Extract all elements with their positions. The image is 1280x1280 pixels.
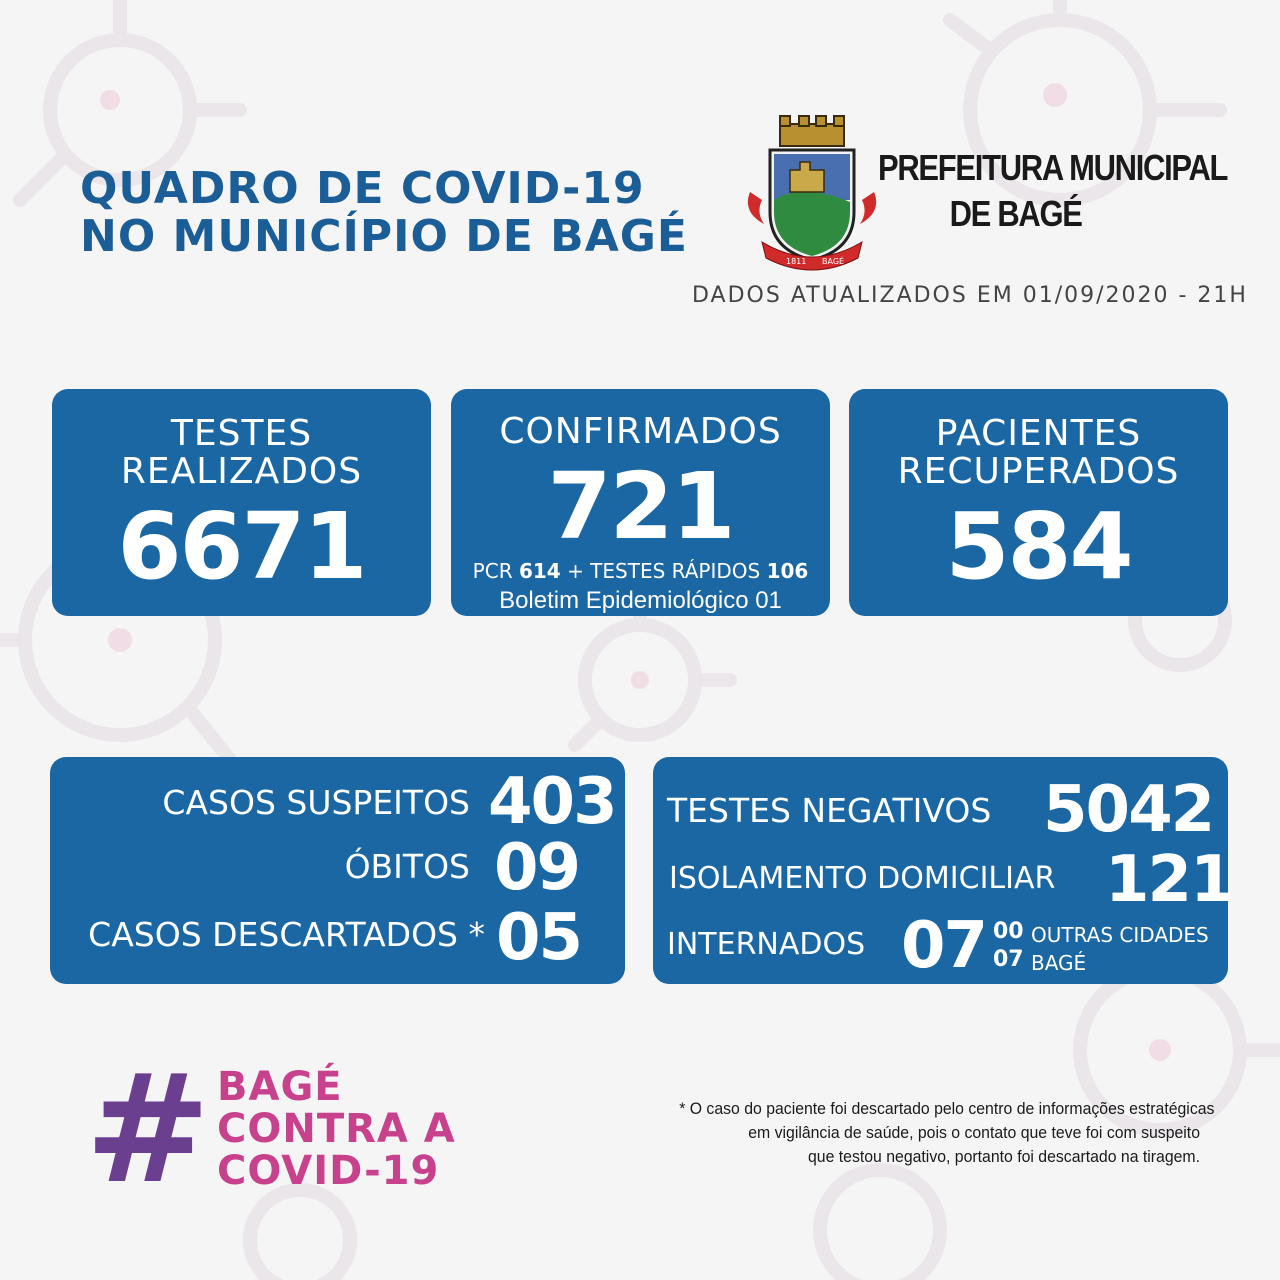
organization-line-1: PREFEITURA MUNICIPAL (878, 147, 1228, 188)
title-line-2: NO MUNICÍPIO DE BAGÉ (80, 211, 688, 262)
discarded-label: CASOS DESCARTADOS * (88, 915, 485, 954)
confirmed-card (451, 389, 830, 616)
footnote-line-3: que testou negativo, portanto foi descartado na tiragem. (808, 1147, 1200, 1166)
recovered-label-2: RECUPERADOS (897, 451, 1180, 492)
recovered-value: 584 (945, 493, 1132, 600)
crest-city: BAGÉ (822, 257, 845, 266)
discarded-value: 05 (496, 901, 582, 975)
pcr-value: 614 (518, 559, 561, 583)
tests-status-panel (653, 757, 1233, 984)
rapid-value: 106 (766, 559, 809, 583)
bage-label: BAGÉ (1031, 951, 1087, 975)
update-timestamp: DADOS ATUALIZADOS EM 01/09/2020 - 21H (692, 283, 1248, 308)
organization-name (878, 145, 1228, 237)
suspects-value: 403 (488, 765, 616, 839)
cases-panel (50, 757, 625, 984)
suspects-label: CASOS SUSPEITOS (162, 783, 470, 822)
deaths-label: ÓBITOS (344, 847, 470, 886)
bage-value: 07 (993, 947, 1024, 972)
title-line-1: QUADRO DE COVID-19 (80, 163, 645, 214)
tests-value: 6671 (117, 493, 366, 600)
tests-label-2: REALIZADOS (120, 451, 363, 492)
recovered-label-1: PACIENTES (935, 413, 1142, 454)
footnote-line-2: em vigilância de saúde, pois o contato que teve foi com suspeito (748, 1123, 1200, 1142)
crest-year: 1811 (786, 257, 807, 266)
confirmed-label: CONFIRMADOS (499, 411, 782, 452)
negative-label: TESTES NEGATIVOS (667, 791, 992, 830)
tests-label-1: TESTES (170, 413, 313, 454)
campaign-text (217, 1066, 456, 1192)
confirmed-breakdown (451, 559, 830, 583)
tests-card (52, 389, 431, 616)
organization-line-2: DE BAGÉ (949, 193, 1082, 234)
campaign-hashtag (85, 1043, 465, 1217)
hash-symbol: # (85, 1043, 211, 1217)
deaths-value: 09 (494, 831, 580, 905)
isolation-label: ISOLAMENTO DOMICILIAR (669, 861, 1056, 896)
confirmed-value: 721 (547, 453, 734, 560)
campaign-line-1: BAGÉ (217, 1064, 343, 1110)
city-crest-logo (742, 112, 882, 272)
recovered-card (849, 389, 1228, 616)
hospitalized-label: INTERNADOS (667, 927, 866, 962)
footnote (679, 1097, 1215, 1169)
bulletin-label: Boletim Epidemiológico 01 (499, 587, 782, 614)
other-cities-label: OUTRAS CIDADES (1031, 923, 1209, 947)
campaign-line-2: CONTRA A (217, 1106, 456, 1152)
negative-value: 5042 (1043, 773, 1214, 847)
campaign-line-3: COVID-19 (217, 1148, 440, 1194)
page-title (80, 165, 688, 261)
hospitalized-value: 07 (901, 909, 987, 983)
pcr-label: PCR (472, 559, 513, 583)
rapid-label: + TESTES RÁPIDOS (567, 559, 761, 583)
footnote-line-1: * O caso do paciente foi descartado pelo centro de informações estratégicas (679, 1099, 1215, 1118)
other-cities-value: 00 (993, 919, 1024, 944)
isolation-value: 121 (1105, 843, 1233, 917)
